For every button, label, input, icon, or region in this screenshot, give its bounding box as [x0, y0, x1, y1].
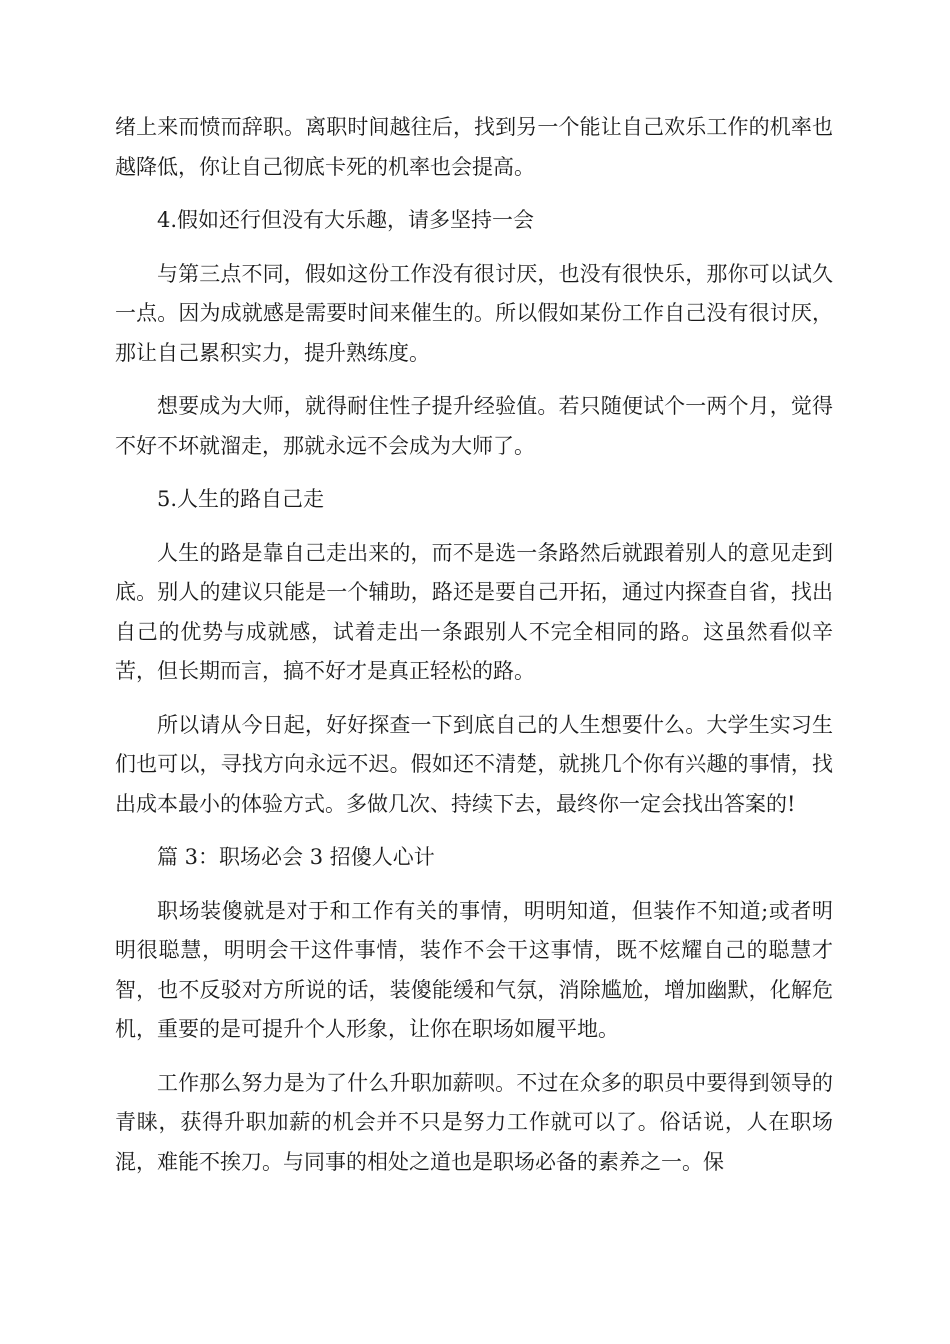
- section-heading-4: 4.假如还行但没有大乐趣，请多坚持一会: [157, 208, 535, 232]
- paragraph: 人生的路是靠自己走出来的，而不是选一条路然后就跟着别人的意见走到底。别人的建议只能是一个辅助，路还是要自己开拓，通过内探查自省，找出自己的优势与成就感，试着走出一条跟别人不完全相同的路。这虽然看似辛苦，但长期而言，搞不好才是真正轻松的路。: [115, 540, 833, 683]
- paragraph-continued: 绪上来而愤而辞职。离职时间越往后，找到另一个能让自己欢乐工作的机率也越降低，你让自己彻底卡死的机率也会提高。: [115, 115, 833, 179]
- paragraph: 所以请从今日起，好好探查一下到底自己的人生想要什么。大学生实习生们也可以，寻找方向永远不迟。假如还不清楚，就挑几个你有兴趣的事情，找出成本最小的体验方式。多做几次、持续下去，最终你一定会找出答案的!: [115, 712, 833, 816]
- paragraph: 职场装傻就是对于和工作有关的事情，明明知道，但装作不知道;或者明明很聪慧，明明会干这件事情，装作不会干这事情，既不炫耀自己的聪慧才智，也不反驳对方所说的话，装傻能缓和气氛，消除尴尬，增加幽默，化解危机，重要的是可提升个人形象，让你在职场如履平地。: [115, 898, 833, 1041]
- paragraph: 工作那么努力是为了什么升职加薪呗。不过在众多的职员中要得到领导的青睐，获得升职加薪的机会并不只是努力工作就可以了。俗话说，人在职场混，难能不挨刀。与同事的相处之道也是职场必备的素养之一。保: [115, 1070, 833, 1174]
- document-body: [115, 108, 833, 1196]
- paragraph: 与第三点不同，假如这份工作没有很讨厌，也没有很快乐，那你可以试久一点。因为成就感是需要时间来催生的。所以假如某份工作自己没有很讨厌，那让自己累积实力，提升熟练度。: [115, 261, 833, 365]
- article-heading-3: 篇 3：职场必会 3 招傻人心计: [157, 845, 435, 869]
- paragraph: 想要成为大师，就得耐住性子提升经验值。若只随便试个一两个月，觉得不好不坏就溜走，那就永远不会成为大师了。: [115, 394, 833, 458]
- section-heading-5: 5.人生的路自己走: [157, 487, 325, 511]
